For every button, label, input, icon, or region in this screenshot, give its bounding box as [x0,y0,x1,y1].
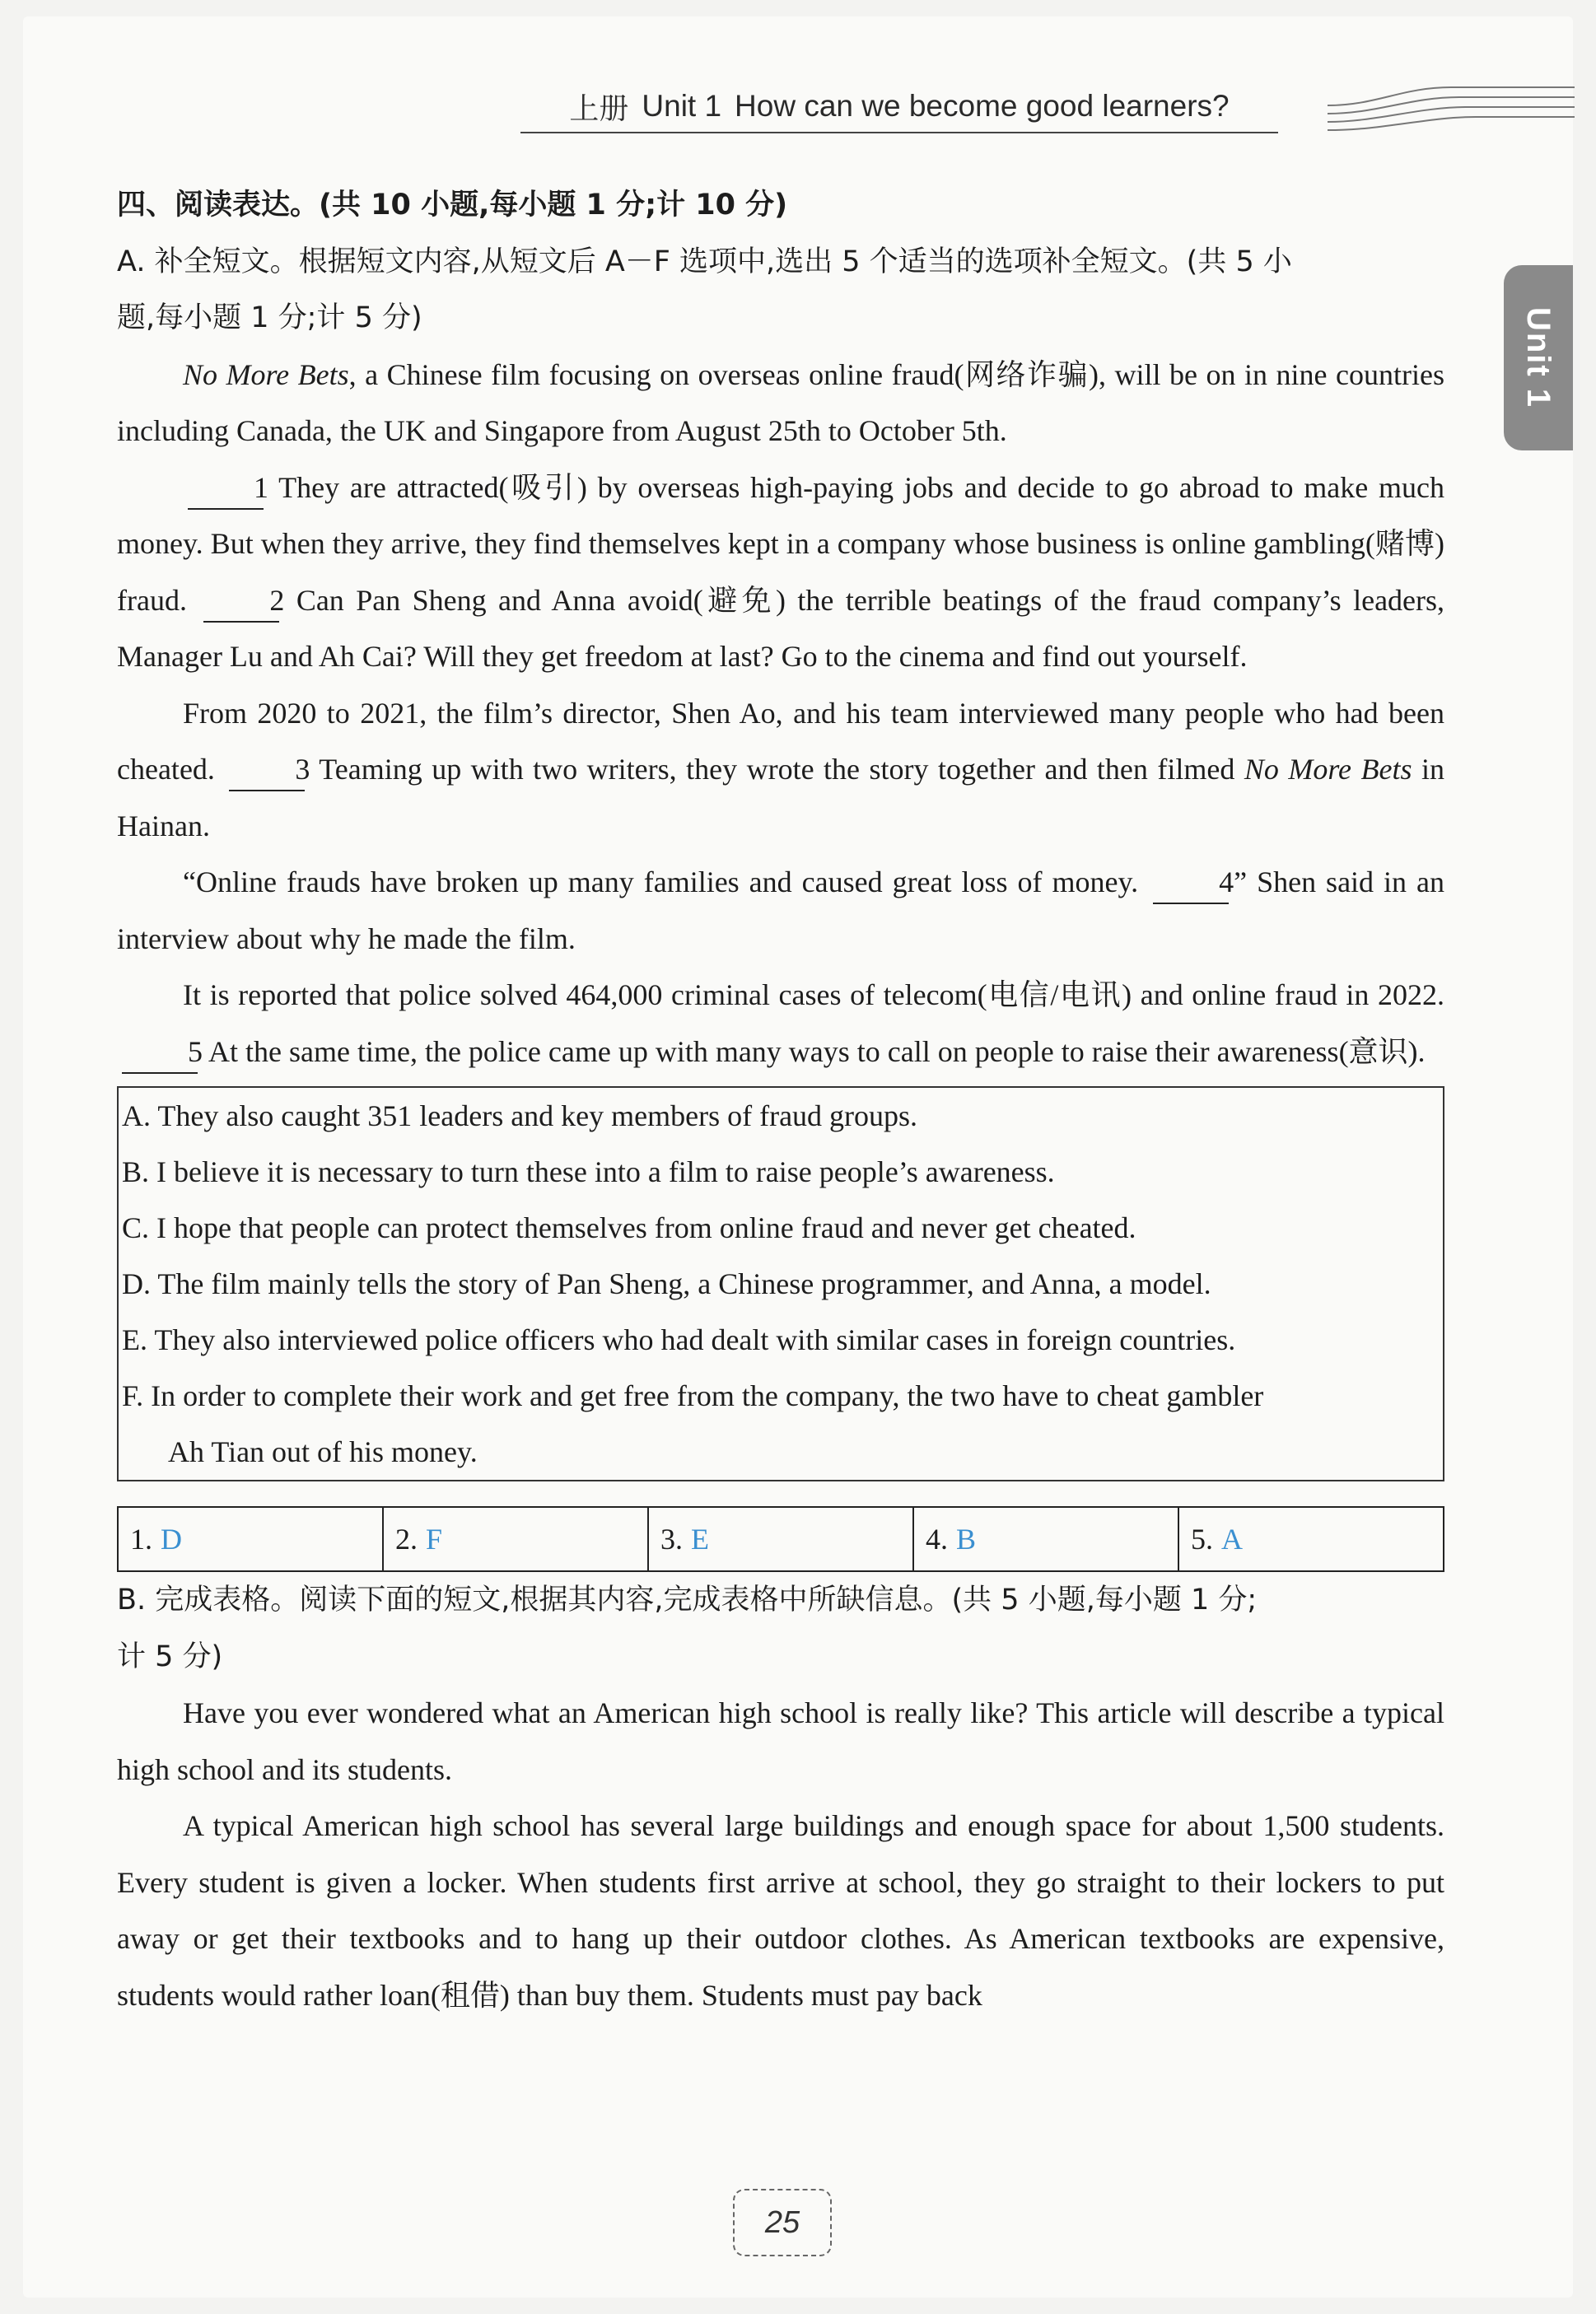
film-title: No More Bets [183,357,349,391]
blank-1[interactable]: 1 [188,467,264,510]
part-a-instruction [117,234,1444,347]
blank-3[interactable]: 3 [229,749,305,791]
answer-cell-5[interactable] [1179,1508,1443,1570]
passage-paragraph-4 [117,854,1444,967]
option-f-continued: Ah Tian out of his money. [168,1435,478,1468]
answer-number: 4. [926,1522,948,1556]
answer-value: F [426,1522,443,1556]
option-f: F. In order to complete their work and get free from the company, the two have to cheat gambler [122,1379,1264,1412]
option-d: D. The film mainly tells the story of Pan Sheng, a Chinese programmer, and Anna, a model. [122,1267,1211,1300]
part-b-instruction-line1: B. 完成表格。阅读下面的短文,根据其内容,完成表格中所缺信息。(共 5 小题,每小题 1 分; [117,1584,1258,1617]
answer-cell-4[interactable] [914,1508,1179,1570]
answer-value: A [1221,1522,1243,1556]
paragraph-5-text-1: It is reported that police solved 464,000 criminal cases of telecom(电信/电讯) and online fraud in 2022. [183,978,1444,1011]
part-a-instruction-line1: A. 补全短文。根据短文内容,从短文后 A－F 选项中,选出 5 个适当的选项补全短文。(共 5 小 [117,245,1292,278]
answer-number: 1. [130,1522,152,1556]
answer-number: 3. [660,1522,683,1556]
option-e: E. They also interviewed police officers who had dealt with similar cases in foreign countries. [122,1323,1236,1356]
volume-label: 上册 [569,91,629,126]
paragraph-1-text: , a Chinese film focusing on overseas online fraud(网络诈骗), will be on in nine countries including Canada, the UK and Singapore from August 25th to October 5th. [117,357,1444,447]
section-title: 四、阅读表达。(共 10 小题,每小题 1 分;计 10 分) [117,189,788,222]
paragraph-2-text-1: They are attracted(吸引) by overseas high-paying jobs and decide to go abroad to make much money. But when they arrive, they find themselves kept in a company whose business is online gambling(赌博) fraud. [117,470,1444,617]
part-b-paragraph-1: Have you ever wondered what an American high school is really like? This article will describe a typical high school and its students. [117,1696,1444,1786]
unit-side-tab [1504,265,1573,450]
answer-value: E [691,1522,709,1556]
part-b-paragraph-2: A typical American high school has several large buildings and enough space for about 1,500 students. Every student is given a locker. When students first arrive at school, they go straight to their lockers to put away or get their textbooks and to hang up their outdoor clothes. As American textbooks are expensive, students would rather loan(租借) than buy them. Students must pay back [117,1809,1444,2012]
paragraph-4-text-1: “Online frauds have broken up many families and caused great loss of money. [183,865,1139,898]
answer-table [117,1506,1444,1572]
blank-5[interactable]: 5 [122,1031,198,1074]
part-a-instruction-line2: 题,每小题 1 分;计 5 分) [117,301,422,334]
paragraph-4-text-2: ” Shen said in an interview about why he made the film. [117,865,1444,955]
unit-label: Unit 1 [642,89,722,123]
reading-section [117,177,1444,2023]
answer-number: 2. [395,1522,418,1556]
paragraph-5-text-2: At the same time, the police came up with many ways to call on people to raise their awareness(意识). [208,1034,1426,1068]
paragraph-2-text-2: Can Pan Sheng and Anna avoid(避免) the terrible beatings of the fraud company’s leaders, Manager Lu and Ah Cai? Will they get freedom at last? Go to the cinema and find out yourself. [117,583,1445,673]
option-a: A. They also caught 351 leaders and key members of fraud groups. [122,1099,918,1132]
passage-paragraph-1 [117,347,1444,460]
unit-title: How can we become good learners? [735,89,1230,123]
blank-2[interactable]: 2 [203,580,279,623]
film-title-2: No More Bets [1244,753,1412,786]
answer-cell-2[interactable] [384,1508,649,1570]
blank-4[interactable]: 4 [1153,861,1229,904]
answer-value: B [956,1522,977,1556]
answer-cell-3[interactable] [649,1508,914,1570]
page-number: 25 [733,2189,832,2256]
passage-paragraph-2 [117,460,1444,685]
paragraph-3-text-3: in Hainan. [117,753,1445,842]
page-header [520,81,1278,133]
option-c: C. I hope that people can protect themselves from online fraud and never get cheated. [122,1211,1136,1244]
side-tab-label: Unit 1 [1520,306,1557,409]
answer-value: D [161,1522,182,1556]
passage-paragraph-5 [117,967,1444,1080]
options-box [117,1086,1444,1481]
paragraph-3-text-2: Teaming up with two writers, they wrote the story together and then filmed [319,753,1235,786]
passage-paragraph-3 [117,685,1444,855]
header-decoration-lines [1328,76,1575,142]
answer-number: 5. [1191,1522,1213,1556]
paragraph-3-text-1: From 2020 to 2021, the film’s director, Shen Ao, and his team interviewed many people who had been cheated. [117,696,1444,786]
option-b: B. I believe it is necessary to turn these into a film to raise people’s awareness. [122,1155,1055,1188]
part-b-instruction [117,1572,1444,1685]
answer-cell-1[interactable] [119,1508,384,1570]
part-b-instruction-line2: 计 5 分) [117,1640,223,1673]
